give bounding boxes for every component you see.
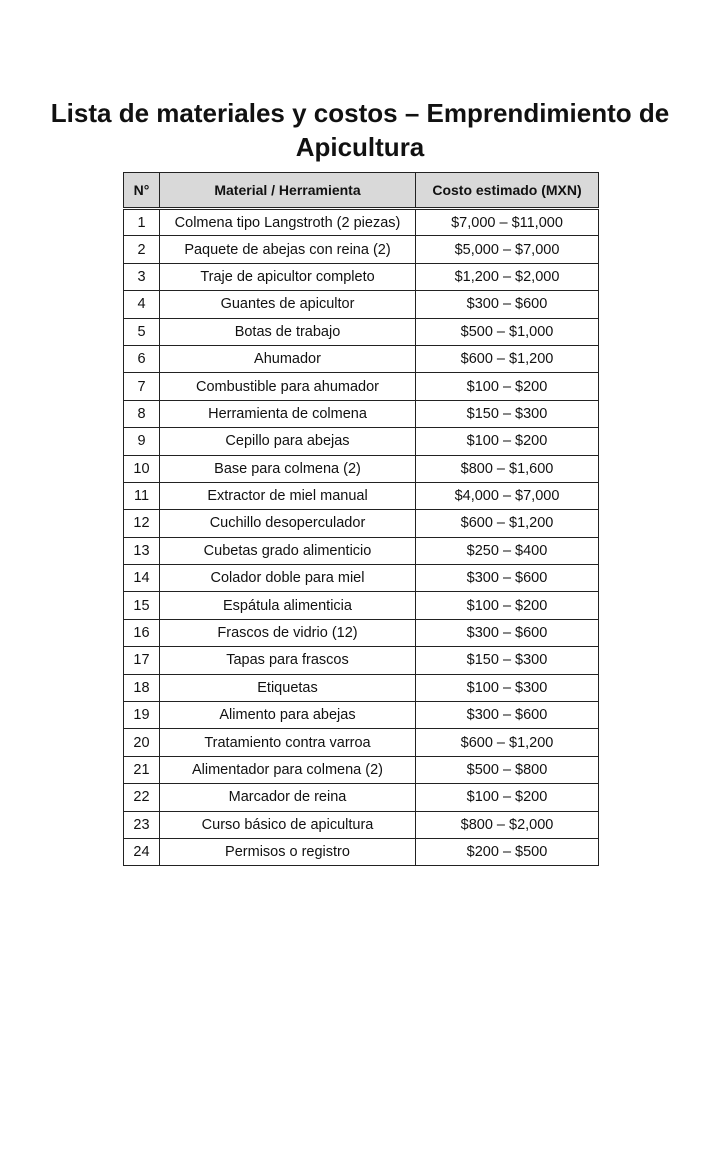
row-number: 23 bbox=[124, 811, 160, 838]
table-row bbox=[124, 318, 599, 345]
row-material: Cuchillo desoperculador bbox=[160, 510, 416, 537]
table-row bbox=[124, 236, 599, 263]
row-number: 12 bbox=[124, 510, 160, 537]
row-cost: $800 – $2,000 bbox=[416, 811, 599, 838]
row-cost: $600 – $1,200 bbox=[416, 510, 599, 537]
table-row bbox=[124, 838, 599, 865]
row-number: 13 bbox=[124, 537, 160, 564]
row-number: 14 bbox=[124, 565, 160, 592]
row-material: Guantes de apicultor bbox=[160, 291, 416, 318]
row-number: 10 bbox=[124, 455, 160, 482]
table-row bbox=[124, 729, 599, 756]
row-material: Botas de trabajo bbox=[160, 318, 416, 345]
row-number: 9 bbox=[124, 428, 160, 455]
row-number: 6 bbox=[124, 345, 160, 372]
row-cost: $300 – $600 bbox=[416, 291, 599, 318]
row-cost: $500 – $800 bbox=[416, 756, 599, 783]
page-title: Lista de materiales y costos – Emprendimiento de Apicultura bbox=[50, 98, 670, 162]
table-row bbox=[124, 674, 599, 701]
row-number: 4 bbox=[124, 291, 160, 318]
row-cost: $300 – $600 bbox=[416, 565, 599, 592]
table-row bbox=[124, 400, 599, 427]
row-number: 1 bbox=[124, 209, 160, 236]
row-cost: $250 – $400 bbox=[416, 537, 599, 564]
row-number: 20 bbox=[124, 729, 160, 756]
row-number: 19 bbox=[124, 702, 160, 729]
row-number: 17 bbox=[124, 647, 160, 674]
row-number: 2 bbox=[124, 236, 160, 263]
row-number: 11 bbox=[124, 482, 160, 509]
row-cost: $150 – $300 bbox=[416, 647, 599, 674]
table-row bbox=[124, 455, 599, 482]
row-cost: $4,000 – $7,000 bbox=[416, 482, 599, 509]
table-row bbox=[124, 263, 599, 290]
row-material: Permisos o registro bbox=[160, 838, 416, 865]
header-number: N° bbox=[124, 173, 160, 209]
row-material: Tratamiento contra varroa bbox=[160, 729, 416, 756]
row-material: Alimento para abejas bbox=[160, 702, 416, 729]
table-row bbox=[124, 811, 599, 838]
row-material: Traje de apicultor completo bbox=[160, 263, 416, 290]
row-cost: $100 – $200 bbox=[416, 592, 599, 619]
table-row bbox=[124, 756, 599, 783]
row-number: 24 bbox=[124, 838, 160, 865]
materials-table bbox=[123, 172, 599, 866]
table-row bbox=[124, 482, 599, 509]
row-material: Base para colmena (2) bbox=[160, 455, 416, 482]
table-row bbox=[124, 428, 599, 455]
table-row bbox=[124, 565, 599, 592]
table-row bbox=[124, 345, 599, 372]
row-material: Tapas para frascos bbox=[160, 647, 416, 674]
row-material: Espátula alimenticia bbox=[160, 592, 416, 619]
row-cost: $1,200 – $2,000 bbox=[416, 263, 599, 290]
row-cost: $200 – $500 bbox=[416, 838, 599, 865]
row-number: 5 bbox=[124, 318, 160, 345]
table-row bbox=[124, 592, 599, 619]
table-row bbox=[124, 209, 599, 236]
row-cost: $7,000 – $11,000 bbox=[416, 209, 599, 236]
table-row bbox=[124, 373, 599, 400]
row-material: Marcador de reina bbox=[160, 784, 416, 811]
table-row bbox=[124, 702, 599, 729]
table-row bbox=[124, 784, 599, 811]
header-cost: Costo estimado (MXN) bbox=[416, 173, 599, 209]
row-number: 8 bbox=[124, 400, 160, 427]
row-number: 3 bbox=[124, 263, 160, 290]
row-cost: $100 – $200 bbox=[416, 428, 599, 455]
table-row bbox=[124, 537, 599, 564]
table-row bbox=[124, 291, 599, 318]
row-cost: $600 – $1,200 bbox=[416, 729, 599, 756]
row-cost: $5,000 – $7,000 bbox=[416, 236, 599, 263]
row-cost: $300 – $600 bbox=[416, 702, 599, 729]
row-cost: $600 – $1,200 bbox=[416, 345, 599, 372]
row-material: Frascos de vidrio (12) bbox=[160, 619, 416, 646]
row-material: Extractor de miel manual bbox=[160, 482, 416, 509]
row-material: Cubetas grado alimenticio bbox=[160, 537, 416, 564]
row-material: Etiquetas bbox=[160, 674, 416, 701]
row-material: Combustible para ahumador bbox=[160, 373, 416, 400]
row-number: 18 bbox=[124, 674, 160, 701]
header-material: Material / Herramienta bbox=[160, 173, 416, 209]
row-number: 15 bbox=[124, 592, 160, 619]
row-cost: $150 – $300 bbox=[416, 400, 599, 427]
row-material: Curso básico de apicultura bbox=[160, 811, 416, 838]
row-material: Alimentador para colmena (2) bbox=[160, 756, 416, 783]
row-number: 16 bbox=[124, 619, 160, 646]
row-material: Colmena tipo Langstroth (2 piezas) bbox=[160, 209, 416, 236]
row-material: Ahumador bbox=[160, 345, 416, 372]
row-number: 7 bbox=[124, 373, 160, 400]
row-material: Paquete de abejas con reina (2) bbox=[160, 236, 416, 263]
table-row bbox=[124, 647, 599, 674]
row-cost: $100 – $200 bbox=[416, 784, 599, 811]
row-number: 22 bbox=[124, 784, 160, 811]
row-cost: $300 – $600 bbox=[416, 619, 599, 646]
row-cost: $500 – $1,000 bbox=[416, 318, 599, 345]
row-material: Colador doble para miel bbox=[160, 565, 416, 592]
row-cost: $100 – $200 bbox=[416, 373, 599, 400]
table-row bbox=[124, 619, 599, 646]
row-material: Cepillo para abejas bbox=[160, 428, 416, 455]
table-row bbox=[124, 510, 599, 537]
row-cost: $100 – $300 bbox=[416, 674, 599, 701]
row-cost: $800 – $1,600 bbox=[416, 455, 599, 482]
table-header-row bbox=[124, 173, 599, 209]
table-body bbox=[124, 209, 599, 866]
row-material: Herramienta de colmena bbox=[160, 400, 416, 427]
row-number: 21 bbox=[124, 756, 160, 783]
